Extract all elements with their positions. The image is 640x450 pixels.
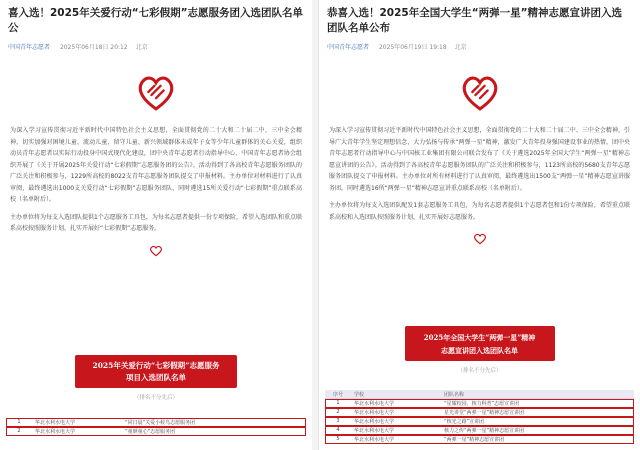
banner-line-2: 项目入选团队名单 [126,373,186,382]
list-banner [405,326,555,361]
table-cell: 4 [336,427,340,433]
team-list-table [325,390,634,444]
table-cell: “核光之路”宣讲团 [444,418,485,425]
table-header-cell: 团队名称 [444,391,465,398]
table-row [325,435,634,444]
table-cell: 5 [336,436,340,442]
volunteer-heart-logo-icon [457,69,503,115]
table-cell: “星耀校园，核力科普”志愿宣讲团 [444,400,520,407]
table-cell: 核力之传“两弹一星”精神志愿宣讲团 [444,427,525,434]
article-date: 2025年06月19日 19:18 [378,44,447,51]
article-meta [319,36,640,51]
banner-line-2: 志愿宣讲团入选团队名单 [441,346,518,355]
team-list-table [6,418,306,436]
table-cell: 2 [336,409,340,415]
heart-divider-icon [149,245,163,257]
table-cell: 华北水利水电大学 [354,436,395,443]
table-cell: 星光讲堂“两弹一星”精神志愿宣讲团 [444,409,525,416]
article-paragraph: 为深入学习宣传贯彻习近平新时代中国特色社会主义思想，全面贯彻党的二十大和二十届二中、三中全会精神，切实加强对困境儿童、流动儿童、留守儿童、新兴领域群体未成年子女等少年儿童群体的关心关爱，组织动员青年志愿者以实际行动投身中国式现代化建设，团中央青年志愿者行动指导中心、中国青年志愿者协会组织开展了《关于开展2025年关爱行动“七彩假期”志愿服务团的公告》。活动得到了各高校青年志愿服务团队的广泛关注和积极参与，1229所高校的8022支青年志愿服务团队提交了申报材料。主办单位对材料进行了认真审阅，最终遴选出1000支关爱行动“七彩假期”志愿服务团队，同时遴选15所关爱行动“七彩假期”重点联系高校（名单附后）。 [10,127,302,203]
article-date: 2025年06月18日 20:12 [59,44,128,51]
table-cell: 华北水利水电大学 [35,419,76,426]
banner-line-1: 2025年关爱行动“七彩假期”志愿服务 [92,361,220,370]
article-body [319,125,640,223]
table-row [325,399,634,408]
table-header-cell: 学校 [354,391,365,398]
table-header-row [325,390,634,399]
table-cell: 2 [17,428,21,434]
table-cell: 1 [17,419,21,425]
table-cell: “同日晨”关爱小候鸟志愿服务团 [125,419,196,426]
list-banner [75,355,237,388]
article-paragraph: 为深入学习宣传贯彻习近平新时代中国特色社会主义思想，全面贯彻党的二十大和二十届二中、三中全会精神，引导广大青年学生坚定理想信念，大力弘扬与传承“两弹一星”精神，激发广大青年投身强国建设事业的热情，团中央青年志愿者行动指导中心与中国核工业集团有限公司联合发布了《关于遴选2025年全国大学生“两弹一星”精神志愿宣讲团的公告》。活动得到了各高校青年志愿服务团队的广泛关注和积极参与，1123所高校的5680支青年志愿服务团队提交了申报材料。主办单位对所有材料进行了认真审阅，最终遴选出1500支“两弹一星”精神志愿宣讲服务团，同时遴选16所“两弹一星”精神志愿宣讲重点联系高校（名单附后）。 [329,127,630,192]
article-meta [0,36,312,51]
article-title: 喜入选！2025年关爱行动“七彩假期”志愿服务团入选团队名单公 [8,7,304,34]
table-row [325,417,634,426]
article-source-link[interactable]: 中国青年志愿者 [327,44,370,51]
table-cell: 华北水利水电大学 [354,418,395,425]
article-title: 恭喜入选！2025年全国大学生“两弹一星”精神志愿宣讲团入选团队名单公布 [327,7,623,34]
table-row [325,426,634,435]
table-cell: 华北水利水电大学 [354,400,395,407]
article-panel-right [318,0,640,450]
article-source-link[interactable]: 中国青年志愿者 [8,44,51,51]
article-location: 北京 [135,44,148,51]
table-cell: “童颜童心”志愿服务团 [125,428,176,435]
banner-line-1: 2025年全国大学生“两弹一星”精神 [423,333,536,342]
table-cell: 华北水利水电大学 [354,409,395,416]
table-header-cell: 序号 [332,391,343,398]
ranking-note: （排名不分先后） [457,368,502,374]
heart-divider-icon [473,233,487,245]
table-row [6,418,306,427]
table-cell: 华北水利水电大学 [35,428,76,435]
table-cell: 3 [336,418,340,424]
table-row [325,408,634,417]
article-paragraph: 主办单位将为每支入选团队配发1套志愿服务工具包，为每名志愿者提供1个志愿者包和1份专项保险，希望重点联系高校和入选团队按照服务计划，扎实开展好志愿服务。 [329,202,630,221]
table-row [6,427,306,436]
table-cell: 1 [336,400,340,406]
ranking-note: （排名不分先后） [133,395,178,401]
volunteer-heart-logo-icon [133,69,179,115]
article-body [0,125,312,235]
article-panel-left [0,0,312,450]
article-paragraph: 主办单位将为每支入选团队提供1个志愿服务工具包，为每名志愿者提供一份专项保险，希望入选团队和重点联系高校按照服务计划，扎实开展好“七彩假期”志愿服务。 [10,213,302,232]
article-location: 北京 [454,44,467,51]
table-cell: “两弹一星”精神志愿宣讲团 [444,436,505,443]
table-cell: 华北水利水电大学 [354,427,395,434]
